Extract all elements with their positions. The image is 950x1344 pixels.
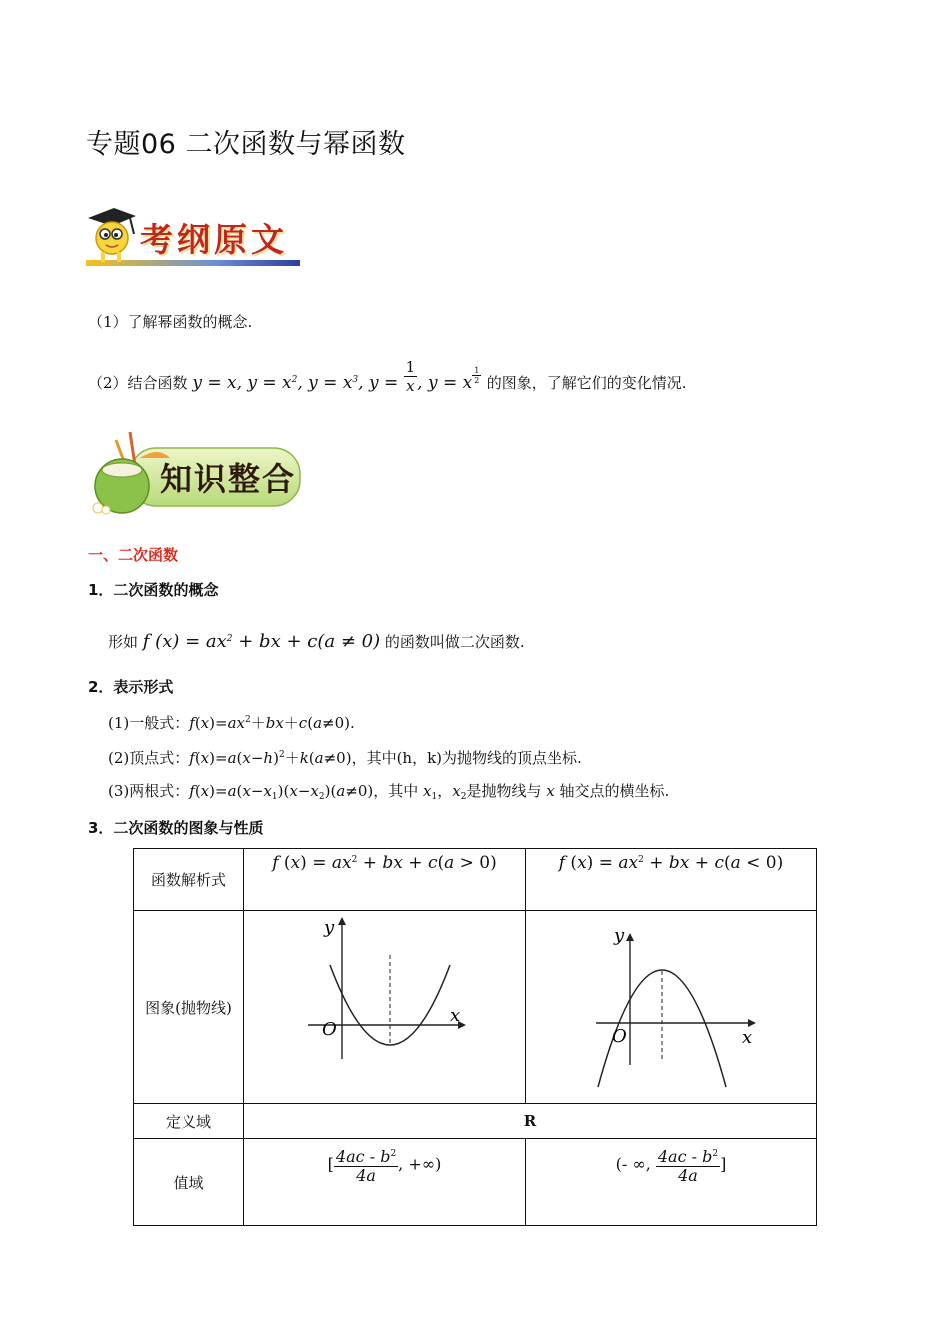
- form-roots-tail: ，其中: [373, 782, 419, 800]
- outline-item-2-prefix: （2）结合函数: [88, 374, 188, 392]
- knowledge-banner: [84, 428, 304, 518]
- origin-label: O: [612, 1026, 627, 1047]
- row-label-expression: 函数解析式: [134, 849, 244, 911]
- y-axis-label: y: [614, 925, 625, 946]
- form-vertex-label: (2)顶点式：: [108, 749, 190, 767]
- graph-downward-parabola: [526, 911, 817, 1104]
- graph-upward-parabola: [244, 911, 526, 1104]
- form-general-formula: $f(x)=ax^2+bx+c(a\ne 0)$.: [189, 714, 355, 732]
- outline-banner-text: 考纲原文: [140, 220, 288, 259]
- form-roots-label: (3)两根式：: [108, 782, 190, 800]
- subheading-forms: 2．表示形式: [88, 678, 174, 696]
- section-heading: 一、二次函数: [88, 546, 179, 564]
- table-row: [134, 1104, 817, 1139]
- expression-a-negative: f $(x) = ax^2$ + bx + c(a < 0): [526, 849, 817, 911]
- expression-a-positive: f $(x) = ax^2$ + bx + c(a > 0): [244, 849, 526, 911]
- quadratic-properties-table: [133, 848, 817, 1226]
- knowledge-banner-text: 知识整合: [160, 460, 297, 498]
- form-vertex-tail: ，其中(h，k)为抛物线的顶点坐标.: [351, 749, 582, 767]
- general-form-formula: f $(x) = ax^2$ + bx + c(a ≠ 0): [142, 631, 381, 652]
- row-label-graph: 图象(抛物线): [134, 911, 244, 1104]
- table-row: [134, 849, 817, 911]
- table-row: [134, 911, 817, 1104]
- form-roots-tail2: 是抛物线与: [466, 782, 542, 800]
- table-row: [134, 1139, 817, 1226]
- power-function-list: y = x, $y = x^2$, $y = x^3$, y = $\frac{1}{x}$ , y = x $^{\frac{1}{2}}$: [192, 358, 480, 395]
- outline-banner: [84, 198, 302, 272]
- row-label-range: 值域: [134, 1139, 244, 1226]
- outline-item-2-suffix: 的图象，了解它们的变化情况.: [486, 374, 687, 392]
- concept-line: [108, 629, 525, 652]
- origin-label: O: [322, 1019, 337, 1040]
- form-roots-tail3: 轴交点的横坐标.: [559, 782, 670, 800]
- concept-prefix: 形如: [108, 633, 139, 651]
- form-roots: (3)两根式：$f(x)=a(x-x_1)(x-x_2)(a\ne 0)$，其中 $x_1$，$x_2$是抛物线与 x 轴交点的横坐标.: [108, 782, 670, 802]
- row-label-domain: 定义域: [134, 1104, 244, 1139]
- outline-item-2: [88, 358, 687, 395]
- x-axis-label: x: [742, 1027, 753, 1048]
- form-general: [108, 710, 355, 733]
- outline-item-1: （1）了解幂函数的概念.: [88, 313, 253, 331]
- upward-parabola-graph: [244, 911, 525, 1099]
- form-vertex-formula: $f(x)=a(x-h)^2+k(a\ne 0)$: [189, 749, 352, 767]
- page-title: 专题06 二次函数与幂函数: [86, 129, 406, 160]
- range-a-positive: [ $\frac{4ac - b^2}{4a}$ , +∞): [244, 1139, 526, 1226]
- form-vertex: [108, 745, 582, 768]
- form-roots-formula: $f(x)=a(x-x_1)(x-x_2)(a\ne 0)$: [189, 782, 374, 802]
- downward-parabola-graph: [526, 911, 816, 1099]
- form-general-label: (1)一般式：: [108, 714, 190, 732]
- x-axis-label: x: [450, 1005, 461, 1026]
- subheading-graph-properties: 3．二次函数的图象与性质: [88, 819, 264, 837]
- y-axis-label: y: [324, 917, 335, 938]
- subheading-concept: 1．二次函数的概念: [88, 581, 219, 599]
- range-a-negative: (- ∞, $\frac{4ac - b^2}{4a}$ ]: [526, 1139, 817, 1226]
- concept-suffix: 的函数叫做二次函数.: [384, 633, 525, 651]
- domain-value: R: [244, 1104, 817, 1139]
